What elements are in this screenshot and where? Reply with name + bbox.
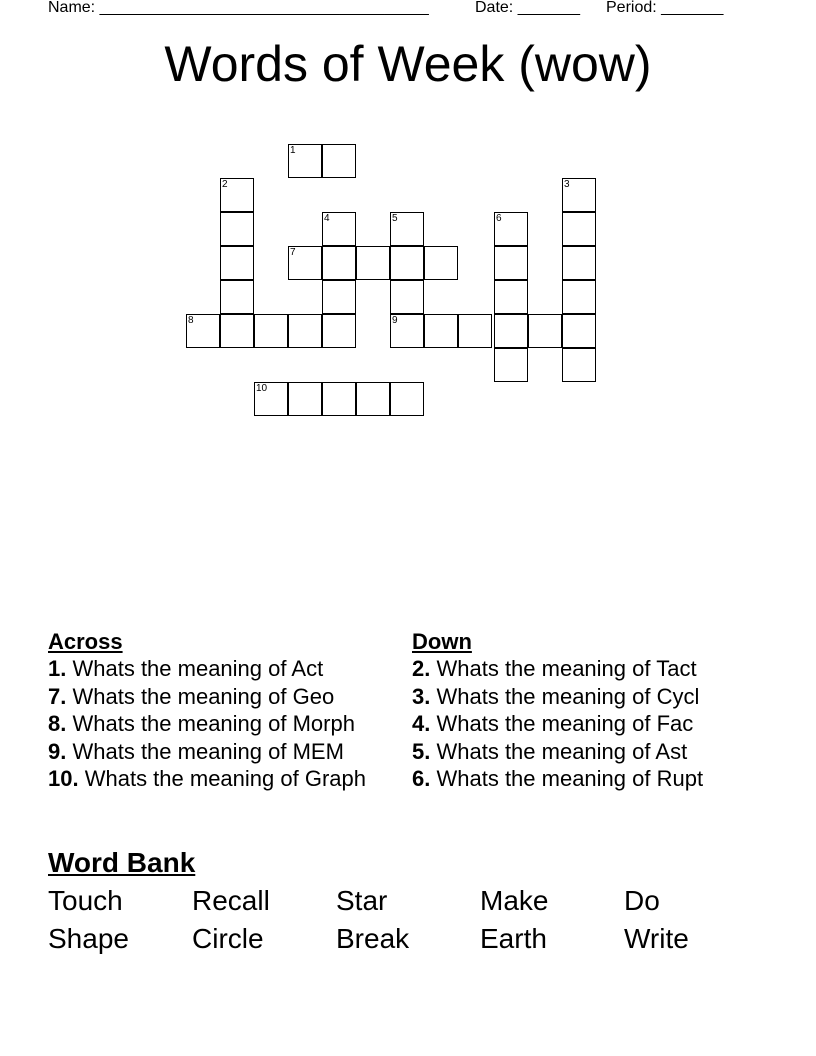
name-field[interactable]: Name: _____________________________________ [48, 0, 429, 16]
clue-text: Whats the meaning of Fac [436, 711, 694, 737]
clue-number: 1. [48, 656, 67, 682]
clue-item [48, 765, 408, 792]
crossword-cell[interactable] [562, 212, 596, 246]
crossword-cell[interactable] [322, 246, 356, 280]
clue-text: Whats the meaning of Rupt [436, 766, 704, 792]
word-bank-item: Make [480, 885, 549, 916]
word-bank-item: Break [336, 923, 410, 954]
crossword-cell[interactable] [562, 246, 596, 280]
crossword-cell[interactable] [220, 178, 254, 212]
clue-number: 2 [222, 179, 228, 190]
clue-text: Whats the meaning of MEM [72, 738, 344, 764]
crossword-cell[interactable] [288, 144, 322, 178]
clue-number: 2. [412, 656, 431, 682]
clue-text: Whats the meaning of Graph [84, 766, 366, 792]
clue-text: Whats the meaning of Ast [436, 738, 688, 764]
crossword-cell[interactable] [186, 314, 220, 348]
clue-text: Whats the meaning of Morph [72, 711, 355, 737]
crossword-cell[interactable] [220, 212, 254, 246]
word-bank-item: Star [336, 885, 388, 916]
crossword-cell[interactable] [288, 382, 322, 416]
crossword-cell[interactable] [424, 314, 458, 348]
crossword-cell[interactable] [390, 382, 424, 416]
down-heading: Down [412, 629, 472, 654]
across-clues [48, 628, 408, 792]
word-bank-item: Touch [48, 885, 123, 916]
clue-number: 10. [48, 766, 79, 792]
crossword-cell[interactable] [562, 280, 596, 314]
crossword-cell[interactable] [220, 314, 254, 348]
crossword-cell[interactable] [562, 348, 596, 382]
crossword-cell[interactable] [528, 314, 562, 348]
crossword-cell[interactable] [356, 382, 390, 416]
page-title: Words of Week (wow) [164, 36, 652, 92]
crossword-cell[interactable] [390, 280, 424, 314]
crossword-cell[interactable] [562, 178, 596, 212]
word-bank-item: Recall [192, 885, 270, 916]
date-field[interactable]: Date: _______ [475, 0, 580, 16]
clue-item [412, 710, 792, 737]
crossword-cell[interactable] [458, 314, 492, 348]
clue-number: 5 [392, 213, 398, 224]
clue-item [48, 683, 408, 710]
crossword-cell[interactable] [390, 212, 424, 246]
crossword-cell[interactable] [494, 212, 528, 246]
clue-number: 4. [412, 711, 431, 737]
clue-item [412, 683, 792, 710]
crossword-cell[interactable] [254, 382, 288, 416]
crossword-grid [0, 0, 816, 440]
crossword-cell[interactable] [220, 280, 254, 314]
word-bank-item: Write [624, 923, 689, 954]
clue-item [412, 655, 792, 682]
clue-text: Whats the meaning of Tact [436, 656, 697, 682]
down-clues [412, 628, 792, 792]
clue-text: Whats the meaning of Geo [72, 683, 335, 709]
word-bank-item: Shape [48, 923, 129, 954]
clue-number: 3. [412, 683, 431, 709]
clue-item [412, 765, 792, 792]
clue-item [48, 655, 408, 682]
crossword-cell[interactable] [254, 314, 288, 348]
clue-number: 6 [496, 213, 502, 224]
crossword-cell[interactable] [322, 280, 356, 314]
crossword-cell[interactable] [390, 246, 424, 280]
clue-number: 4 [324, 213, 330, 224]
crossword-cell[interactable] [356, 246, 390, 280]
clue-number: 3 [564, 179, 570, 190]
clue-number: 9 [392, 315, 398, 326]
clue-item [48, 710, 408, 737]
clue-number: 7 [290, 247, 296, 258]
clue-number: 9. [48, 738, 67, 764]
crossword-cell[interactable] [288, 314, 322, 348]
crossword-cell[interactable] [494, 280, 528, 314]
crossword-cell[interactable] [322, 144, 356, 178]
crossword-cell[interactable] [322, 382, 356, 416]
clue-item [412, 738, 792, 765]
crossword-cell[interactable] [494, 348, 528, 382]
crossword-cell[interactable] [322, 212, 356, 246]
clue-number: 7. [48, 683, 67, 709]
crossword-cell[interactable] [288, 246, 322, 280]
clue-text: Whats the meaning of Cycl [436, 683, 700, 709]
word-bank-item: Circle [192, 923, 264, 954]
word-bank-heading: Word Bank [48, 847, 196, 878]
crossword-cell[interactable] [424, 246, 458, 280]
clue-number: 5. [412, 738, 431, 764]
crossword-cell[interactable] [322, 314, 356, 348]
clue-number: 10 [256, 383, 268, 394]
crossword-cell[interactable] [562, 314, 596, 348]
clue-text: Whats the meaning of Act [72, 656, 324, 682]
across-heading: Across [48, 629, 123, 654]
crossword-cell[interactable] [494, 246, 528, 280]
clue-number: 8 [188, 315, 194, 326]
clue-number: 1 [290, 145, 296, 156]
clue-item [48, 738, 408, 765]
period-field[interactable]: Period: _______ [606, 0, 724, 16]
clue-number: 6. [412, 766, 431, 792]
word-bank-item: Do [624, 885, 660, 916]
word-bank-item: Earth [480, 923, 547, 954]
clue-number: 8. [48, 711, 67, 737]
crossword-cell[interactable] [390, 314, 424, 348]
word-bank [48, 882, 768, 958]
crossword-cell[interactable] [494, 314, 528, 348]
crossword-cell[interactable] [220, 246, 254, 280]
